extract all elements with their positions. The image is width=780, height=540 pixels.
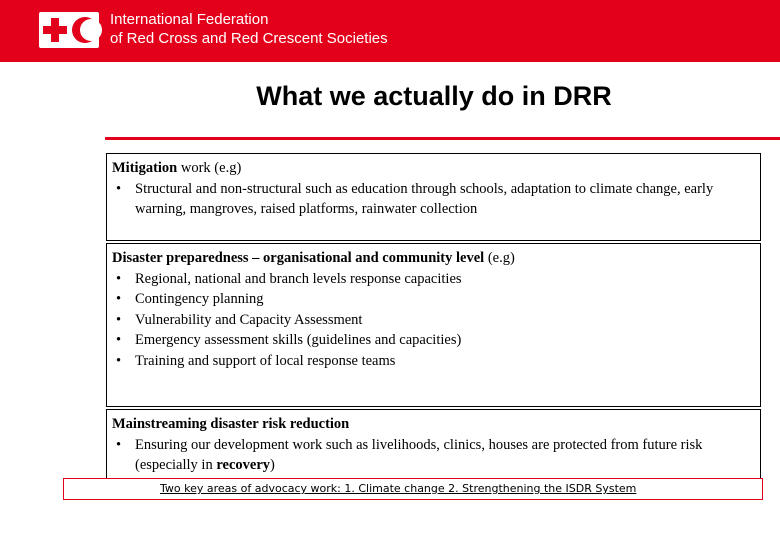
page-title: What we actually do in DRR (256, 81, 612, 111)
advocacy-note: Two key areas of advocacy work: 1. Climate change 2. Strengthening the ISDR System (63, 478, 763, 500)
bullet-icon: • (116, 311, 122, 328)
title-divider (105, 137, 780, 140)
list-item: • Emergency assessment skills (guidelines and capacities) (112, 330, 755, 351)
header-bar (0, 0, 780, 62)
bullet-icon: • (116, 352, 122, 369)
ifrc-logo (39, 12, 99, 48)
list-item: • Training and support of local response teams (112, 351, 755, 372)
bullet-icon: • (116, 291, 122, 307)
section-heading: Mitigation work (e.g) (112, 160, 242, 176)
section-heading: Disaster preparedness – organisational and community level (e.g) (112, 250, 515, 266)
list-item: • Structural and non-structural such as education through schools, adaptation to climate change, early warning, mangroves, raised platforms, rainwater collection (116, 180, 714, 217)
preparedness-section (106, 243, 761, 407)
bullet-icon: • (116, 270, 122, 287)
bullet-icon: • (116, 180, 122, 197)
mitigation-section (106, 153, 761, 241)
bullet-icon: • (116, 332, 122, 348)
bullet-icon: • (116, 436, 122, 453)
list-item: • Ensuring our development work such as livelihoods, clinics, houses are protected from future risk (especially in recovery) (116, 436, 703, 473)
organization-name: International Federation of Red Cross and Red Crescent Societies (110, 11, 388, 47)
section-heading: Mainstreaming disaster risk reduction (112, 416, 350, 432)
list-item: • Vulnerability and Capacity Assessment (112, 310, 755, 331)
list-item: • Contingency planning (112, 289, 755, 310)
list-item: • Regional, national and branch levels response capacities (112, 269, 755, 290)
